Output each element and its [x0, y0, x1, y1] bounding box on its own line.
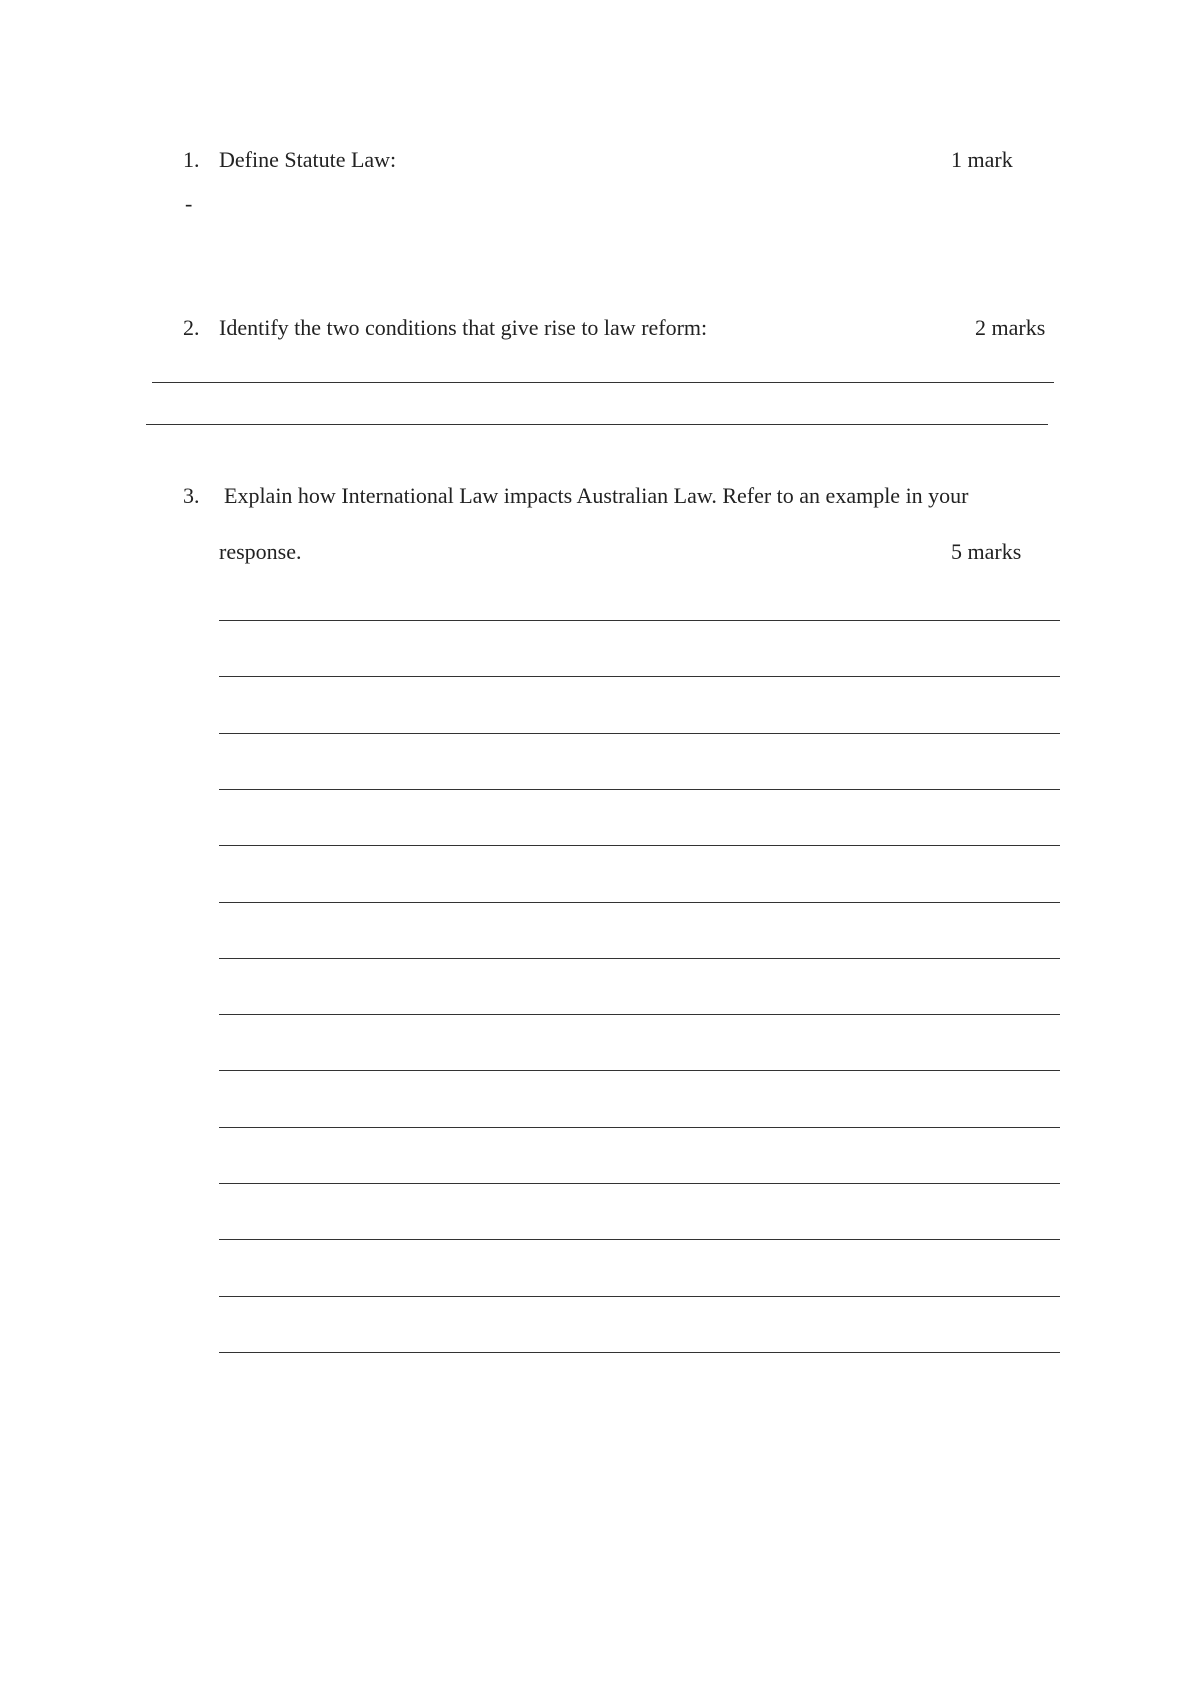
question-3-answer-line: [219, 789, 1060, 790]
question-3-answer-line: [219, 1239, 1060, 1240]
question-1-answer-marker: -: [185, 191, 193, 216]
question-3-answer-line: [219, 1352, 1060, 1353]
question-2-answer-line: [152, 382, 1054, 383]
question-3-answer-line: [219, 845, 1060, 846]
question-3-answer-line: [219, 733, 1060, 734]
question-3-number: 3.: [183, 483, 200, 508]
question-2-marks: 2 marks: [975, 315, 1046, 340]
question-3-answer-line: [219, 620, 1060, 621]
question-1-number: 1.: [183, 147, 200, 172]
question-3-answer-line: [219, 676, 1060, 677]
question-3-prompt-line-1: Explain how International Law impacts Australian Law. Refer to an example in your: [224, 483, 969, 508]
question-3-answer-line: [219, 1127, 1060, 1128]
question-3-answer-line: [219, 1183, 1060, 1184]
question-3-marks: 5 marks: [951, 539, 1022, 564]
question-3-answer-line: [219, 1014, 1060, 1015]
question-3-answer-line: [219, 902, 1060, 903]
question-3-answer-line: [219, 1296, 1060, 1297]
question-2-prompt: Identify the two conditions that give rise to law reform:: [219, 315, 708, 340]
question-3-prompt-line-2: response.: [219, 539, 302, 564]
question-2-answer-line: [146, 424, 1048, 425]
question-1-marks: 1 mark: [951, 147, 1013, 172]
question-1-prompt: Define Statute Law:: [219, 147, 397, 172]
question-3-answer-line: [219, 958, 1060, 959]
question-3-answer-line: [219, 1070, 1060, 1071]
question-2-number: 2.: [183, 315, 200, 340]
